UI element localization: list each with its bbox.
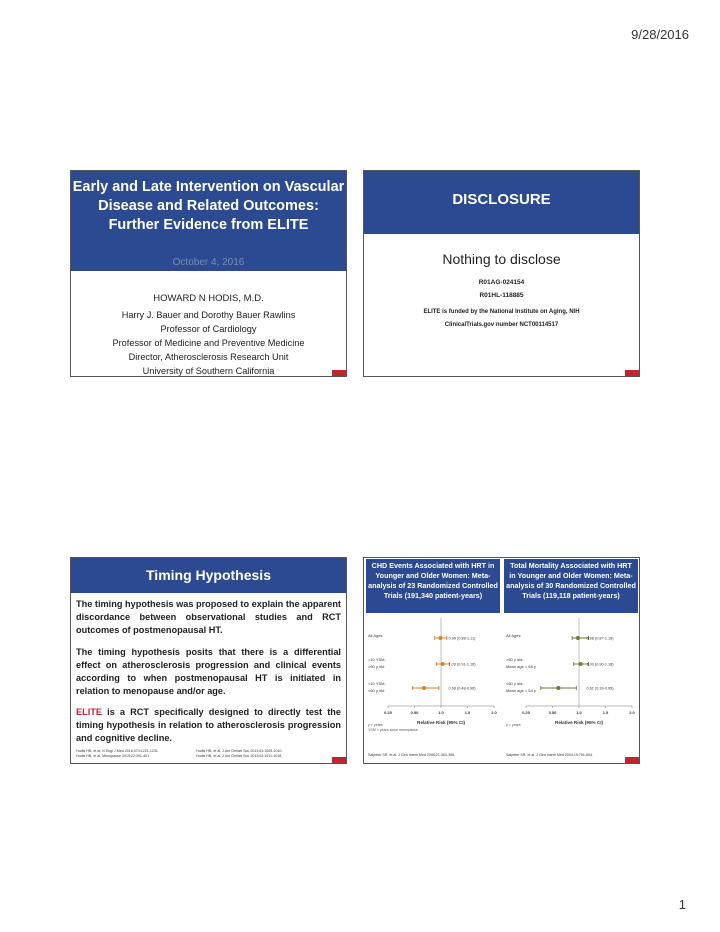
mortality-panel-header	[504, 559, 638, 613]
disclosure-statement: Nothing to disclose	[442, 251, 561, 267]
timing-paragraph-3-text: is a RCT specifically designed to directly test the timing hypothesis in relation to atherosclerosis progression and cognitive decline.	[76, 707, 341, 743]
relative-risk-point	[579, 662, 583, 666]
row-value: 0.99 (0.88-1.11)	[448, 636, 476, 641]
relative-risk-point	[422, 686, 426, 690]
slide-corner-mark	[332, 370, 346, 376]
mortality-forest-plot	[504, 616, 638, 726]
row-value: 0.68 (0.48-0.96)	[448, 686, 476, 691]
row-value: 1.03 (0.90-1.18)	[586, 662, 614, 667]
grant-number: R01AG-024154	[478, 279, 525, 286]
x-tick-label: 0.50	[548, 710, 557, 715]
x-tick-label: 1.5	[602, 710, 609, 715]
presentation-title: Early and Late Intervention on Vascular Disease and Related Outcomes: Further Evidence from ELITE	[72, 179, 345, 233]
row-value: 1.03 (0.91-1.16)	[448, 662, 476, 667]
timing-title: Timing Hypothesis	[146, 567, 271, 583]
mortality-notes	[506, 723, 521, 728]
slide-timing-hypothesis	[70, 557, 347, 764]
x-axis-label: Relative Risk (95% CI)	[417, 720, 465, 725]
reference: Hodis HN, et al. Menopause 2015;22:391-401.	[76, 754, 151, 758]
trial-registration: ClinicalTrials.gov number NCT00114517	[444, 322, 559, 328]
row-value: 0.98 (0.87-1.18)	[586, 636, 614, 641]
note-line: YSM = years since menopause	[368, 728, 418, 732]
timing-references	[76, 749, 346, 759]
note-line: y = years	[506, 723, 521, 727]
timing-paragraph-2: The timing hypothesis posits that there is a differential effect on atherosclerosis progression and clinical events according to when postmenopausal HT is initiated in relation to menopause and/or age.	[76, 647, 341, 696]
slide-corner-mark	[332, 757, 346, 763]
affiliation-line: University of Southern California	[142, 366, 275, 376]
timing-paragraph-1: The timing hypothesis was proposed to explain the apparent discordance between observational studies and RCT outcomes of postmenopausal HT.	[76, 599, 341, 635]
x-tick-label: 0.50	[410, 710, 419, 715]
chd-forest-plot	[366, 616, 500, 726]
mortality-panel	[504, 558, 638, 763]
slide-corner-mark	[625, 370, 639, 376]
x-tick-label: 2.0	[491, 710, 497, 715]
mortality-panel-title: Total Mortality Associated with HRT in Younger and Older Women: Meta-analysis of 30 Randomized Controlled Trials (119,118 patient-years)	[506, 561, 636, 600]
slide-meta-analysis	[363, 557, 640, 764]
affiliation-line: Professor of Cardiology	[160, 324, 257, 334]
slide-disclosure-header	[364, 171, 639, 234]
row-label: >60 y old,	[506, 657, 524, 662]
x-tick-label: 2.0	[629, 710, 635, 715]
reference: Hodis HN, et al. J Am Geriatr Soc 2013;61:1011-1018.	[196, 754, 283, 758]
disclosure-title: DISCLOSURE	[452, 191, 551, 208]
presentation-date: October 4, 2016	[172, 257, 245, 268]
slide-disclosure	[363, 170, 640, 377]
row-label: <60 y old,	[506, 681, 524, 686]
affiliation-line: Harry J. Bauer and Dorothy Bauer Rawlins	[121, 310, 296, 320]
row-label: Mean age = 66 y	[506, 664, 536, 669]
slide-timing-header	[71, 558, 346, 593]
x-tick-label: 1.0	[438, 710, 444, 715]
page-number: 1	[678, 897, 686, 912]
author-affiliations	[71, 308, 346, 377]
affiliation-line: Director, Atherosclerosis Research Unit	[128, 352, 289, 362]
x-axis-label: Relative Risk (95% CI)	[555, 720, 603, 725]
row-label: All Ages	[368, 633, 383, 638]
chd-panel-header	[366, 559, 500, 613]
row-value: 0.61 (0.39-0.95)	[586, 686, 614, 691]
funding-note: ELITE is funded by the National Institute on Aging, NIH	[423, 309, 580, 315]
x-tick-label: 0.25	[522, 710, 530, 715]
x-tick-label: 1.0	[576, 710, 582, 715]
chd-reference: Salpeter SR, et al. J Gen Intern Med 2006;21:363-366.	[368, 753, 456, 757]
slide-title-header	[71, 171, 346, 271]
relative-risk-point	[556, 686, 560, 690]
row-label: >10 YSM,	[368, 657, 386, 662]
row-label: <60 y old	[368, 688, 385, 693]
relative-risk-point	[438, 636, 442, 640]
slide-corner-mark	[625, 757, 639, 763]
relative-risk-point	[576, 636, 580, 640]
row-label: >60 y old	[368, 664, 385, 669]
author-name: HOWARD N HODIS, M.D.	[153, 293, 264, 304]
elite-highlight: ELITE	[76, 707, 103, 717]
x-tick-label: 1.5	[464, 710, 471, 715]
chd-notes	[368, 723, 418, 733]
chd-panel	[366, 558, 500, 763]
page-date: 9/28/2016	[631, 27, 689, 42]
reference: Hodis HN, et al. J Am Geriatr Soc 2013;61:1005-1010.	[196, 749, 283, 753]
relative-risk-point	[441, 662, 445, 666]
reference: Hodis HN, et al. N Engl J Med 2016;374:1221-1231.	[76, 749, 159, 753]
grant-number: R01HL-118885	[479, 292, 524, 299]
mortality-reference: Salpeter SR, et al. J Gen Intern Med 2004;19:791-804.	[506, 753, 594, 757]
row-label: <10 YSM,	[368, 681, 386, 686]
affiliation-line: Professor of Medicine and Preventive Medicine	[112, 338, 305, 348]
note-line: y = years	[368, 723, 383, 727]
x-tick-label: 0.25	[384, 710, 392, 715]
chd-panel-title: CHD Events Associated with HRT in Younger and Older Women: Meta-analysis of 23 Randomized Controlled Trials (191,340 patient-years)	[368, 561, 498, 600]
slide-title	[70, 170, 347, 377]
timing-paragraph-3	[76, 706, 341, 745]
row-label: Mean age = 54 y	[506, 688, 536, 693]
row-label: All Ages	[506, 633, 521, 638]
